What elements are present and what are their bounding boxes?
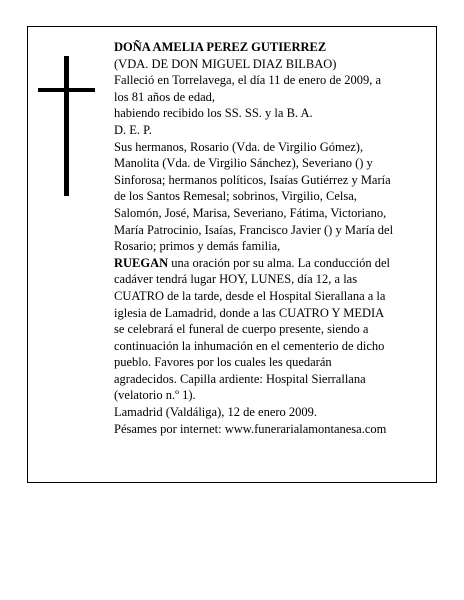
text-line: (velatorio n.º 1). <box>114 388 196 403</box>
text-line: iglesia de Lamadrid, donde a las CUATRO Y MEDIA <box>114 305 385 320</box>
place-date-line: Lamadrid (Valdáliga), 12 de enero 2009. <box>114 405 318 420</box>
text-line: cadáver tendrá lugar HOY, LUNES, día 12, a las <box>114 272 358 287</box>
deceased-name: DOÑA AMELIA PEREZ GUTIERREZ <box>114 40 327 54</box>
text-line: agradecidos. Capilla ardiente: Hospital Sierrallana <box>114 371 366 386</box>
text-line: Salomón, José, Marisa, Severiano, Fátima, Victoriano, <box>114 205 387 220</box>
text-line: se celebrará el funeral de cuerpo presente, siendo a <box>114 322 369 337</box>
text-line: Rosario; primos y demás familia, <box>114 239 281 254</box>
text-line: de los Santos Remesal; sobrinos, Virgilio, Celsa, <box>114 189 357 204</box>
condolences-line: Pésames por internet: www.funerarialamontanesa.com <box>114 421 387 436</box>
text-line: pueblo. Favores por los cuales les quedarán <box>114 355 332 370</box>
text-line: habiendo recibido los SS. SS. y la B. A. <box>114 106 313 121</box>
text-line: Sus hermanos, Rosario (Vda. de Virgilio Gómez), <box>114 139 364 154</box>
text-line: Falleció en Torrelavega, el día 11 de enero de 2009, a <box>114 73 382 88</box>
text-line: continuación la inhumación en el cementerio de dicho <box>114 338 385 353</box>
text-line: CUATRO de la tarde, desde el Hospital Sierallana a la <box>114 288 386 303</box>
widow-of-line: (VDA. DE DON MIGUEL DIAZ BILBAO) <box>114 56 337 71</box>
text-line: María Patrocinio, Isaías, Francisco Javier () y María del <box>114 222 394 237</box>
text-line: D. E. P. <box>114 122 152 137</box>
text-line: Manolita (Vda. de Virgilio Sánchez), Severiano () y <box>114 156 373 171</box>
obituary-text <box>114 39 424 437</box>
cross-icon-arm <box>38 88 95 92</box>
ruegan-rest: una oración por su alma. La conducción del <box>168 255 390 270</box>
ruegan-word: RUEGAN <box>114 255 169 270</box>
cross-icon <box>64 56 69 196</box>
ruegan-line <box>114 255 424 272</box>
text-line: Sinforosa; hermanos políticos, Isaías Gutiérrez y María <box>114 172 391 187</box>
text-line: los 81 años de edad, <box>114 89 216 104</box>
